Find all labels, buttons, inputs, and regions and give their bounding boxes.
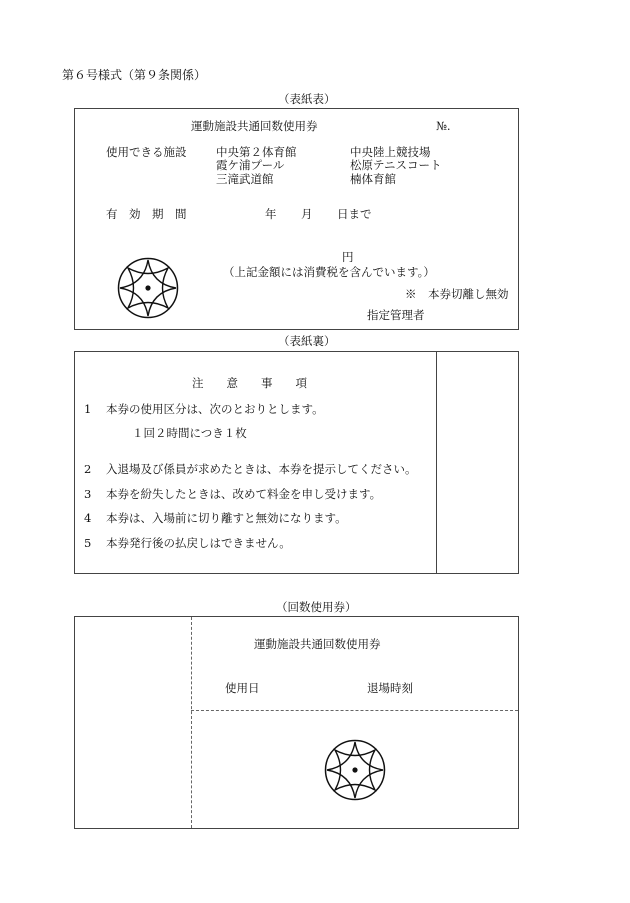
facility-item: 三滝武道館: [216, 172, 274, 186]
coupon-box: [74, 616, 519, 829]
coupon-ticket-title: 運動施設共通回数使用券: [254, 637, 381, 651]
facility-item: 中央第２体育館: [216, 145, 297, 159]
tax-note: （上記金額には消費税を含んでいます。）: [223, 265, 435, 279]
list-item: 入退場及び係員が求めたときは、本券を提示してください。: [106, 462, 417, 476]
list-item-number: 2: [84, 462, 92, 476]
facilities-label: 使用できる施設: [106, 145, 187, 159]
coupon-caption: （回数使用券）: [276, 600, 357, 614]
detach-note: ※ 本券切離し無効: [405, 287, 509, 301]
emblem-seal-icon: [324, 739, 386, 801]
facility-item: 楠体育館: [350, 172, 396, 186]
cover-back-caption: （表紙裏）: [278, 334, 336, 348]
list-item: １回２時間につき１枚: [132, 426, 247, 440]
list-item: 本券は、入場前に切り離すと無効になります。: [106, 511, 347, 525]
validity-day: 日まで: [337, 207, 372, 221]
validity-month: 月: [301, 207, 313, 221]
exit-time-label: 退場時刻: [367, 681, 413, 695]
form-title: 第６号様式（第９条関係）: [62, 68, 207, 82]
list-item-number: 3: [84, 487, 92, 501]
facility-item: 中央陸上競技場: [350, 145, 431, 159]
facility-item: 霞ケ浦プール: [216, 158, 285, 172]
validity-year: 年: [265, 207, 277, 221]
list-item: 本券発行後の払戻しはできません。: [106, 536, 291, 550]
list-item: 本券を紛失したときは、改めて料金を申し受けます。: [106, 487, 382, 501]
perforation-line-horizontal: [191, 710, 518, 711]
perforation-line-vertical: [191, 617, 192, 828]
ticket-title: 運動施設共通回数使用券: [191, 119, 318, 133]
price-unit: 円: [342, 250, 354, 264]
cover-back-box: [74, 351, 519, 574]
list-item-number: 1: [84, 402, 92, 416]
list-item-number: 5: [84, 536, 92, 550]
number-label: №.: [436, 119, 451, 133]
emblem-seal-icon: [117, 257, 179, 319]
notes-title: 注 意 事 項: [192, 376, 307, 390]
validity-label: 有 効 期 間: [106, 207, 187, 221]
manager-label: 指定管理者: [367, 308, 425, 322]
list-item-number: 4: [84, 511, 92, 525]
cover-front-caption: （表紙表）: [278, 92, 336, 106]
use-date-label: 使用日: [225, 681, 260, 695]
facility-item: 松原テニスコート: [350, 158, 442, 172]
list-item: 本券の使用区分は、次のとおりとします。: [106, 402, 324, 416]
cover-back-divider: [436, 352, 437, 573]
cover-front-box: [74, 108, 519, 330]
